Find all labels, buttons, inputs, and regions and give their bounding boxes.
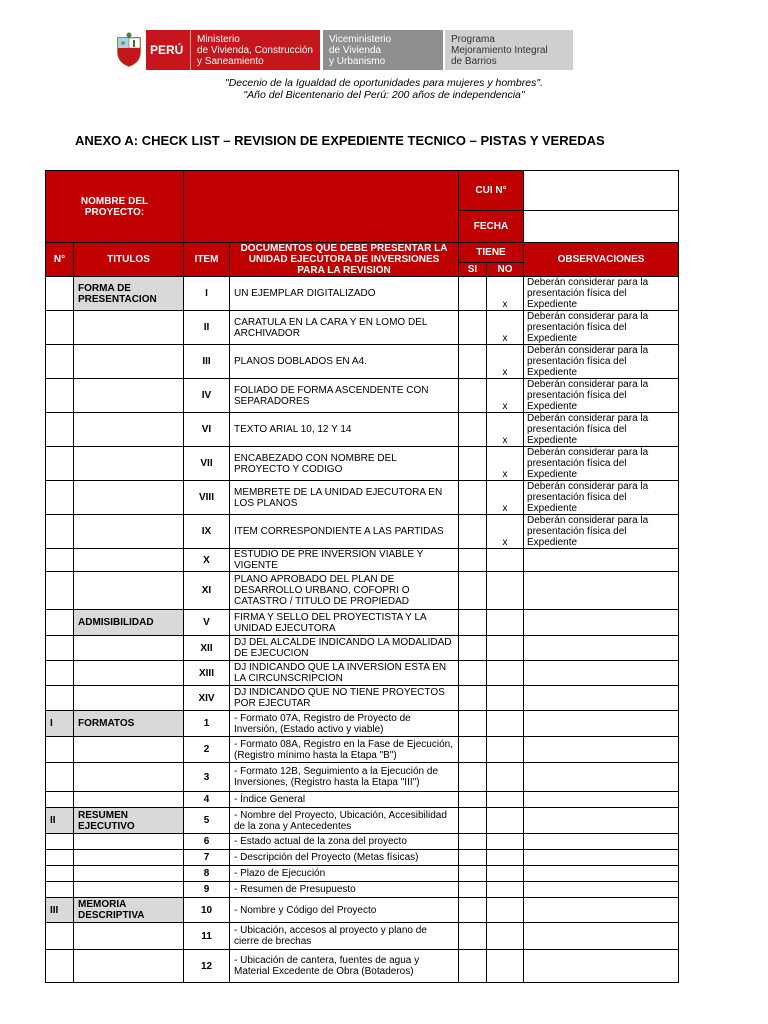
row-number bbox=[46, 572, 74, 610]
row-no-check[interactable]: x bbox=[487, 277, 524, 311]
row-observacion bbox=[524, 711, 679, 737]
row-no-check[interactable]: x bbox=[487, 379, 524, 413]
table-row bbox=[46, 763, 679, 792]
row-titulo bbox=[74, 792, 184, 808]
row-titulo bbox=[74, 950, 184, 983]
row-item: 1 bbox=[184, 711, 230, 737]
table-row bbox=[46, 882, 679, 898]
row-observacion bbox=[524, 610, 679, 636]
row-titulo bbox=[74, 686, 184, 711]
row-number bbox=[46, 636, 74, 661]
row-no-check[interactable] bbox=[487, 572, 524, 610]
row-documento: ENCABEZADO CON NOMBRE DEL PROYECTO Y CODIGO bbox=[230, 447, 459, 481]
row-documento: DJ DEL ALCALDE INDICANDO LA MODALIDAD DE EJECUCION bbox=[230, 636, 459, 661]
row-documento: FOLIADO DE FORMA ASCENDENTE CON SEPARADORES bbox=[230, 379, 459, 413]
row-item: I bbox=[184, 277, 230, 311]
row-item: V bbox=[184, 610, 230, 636]
row-no-check[interactable] bbox=[487, 808, 524, 834]
ministerio-line: Ministerio bbox=[197, 34, 240, 45]
row-si-check[interactable] bbox=[459, 950, 487, 983]
row-item: XIV bbox=[184, 686, 230, 711]
row-number bbox=[46, 345, 74, 379]
row-documento: - Índice General bbox=[230, 792, 459, 808]
row-titulo bbox=[74, 515, 184, 549]
row-no-check[interactable] bbox=[487, 686, 524, 711]
decenio-text bbox=[0, 77, 768, 101]
row-number bbox=[46, 850, 74, 866]
row-number bbox=[46, 311, 74, 345]
row-documento: - Estado actual de la zona del proyecto bbox=[230, 834, 459, 850]
ministerio-line: de Vivienda, Construcción bbox=[197, 45, 313, 56]
row-si-check[interactable] bbox=[459, 808, 487, 834]
row-si-check[interactable] bbox=[459, 481, 487, 515]
table-row bbox=[46, 923, 679, 950]
row-observacion bbox=[524, 950, 679, 983]
row-number bbox=[46, 792, 74, 808]
viceministerio-block bbox=[323, 30, 443, 70]
programa-line: de Barrios bbox=[451, 56, 497, 67]
fecha-value-field[interactable] bbox=[524, 211, 679, 243]
row-no-check[interactable] bbox=[487, 882, 524, 898]
row-si-check[interactable] bbox=[459, 792, 487, 808]
row-no-check[interactable]: x bbox=[487, 413, 524, 447]
row-number bbox=[46, 882, 74, 898]
row-titulo bbox=[74, 882, 184, 898]
table-row bbox=[46, 834, 679, 850]
row-titulo bbox=[74, 413, 184, 447]
row-si-check[interactable] bbox=[459, 923, 487, 950]
row-observacion: Deberán considerar para la presentación física del Expediente bbox=[524, 311, 679, 345]
row-item: XI bbox=[184, 572, 230, 610]
row-si-check[interactable] bbox=[459, 515, 487, 549]
row-si-check[interactable] bbox=[459, 572, 487, 610]
row-titulo bbox=[74, 379, 184, 413]
row-observacion: Deberán considerar para la presentación física del Expediente bbox=[524, 515, 679, 549]
row-item: VI bbox=[184, 413, 230, 447]
row-observacion: Deberán considerar para la presentación física del Expediente bbox=[524, 277, 679, 311]
table-row bbox=[46, 661, 679, 686]
row-si-check[interactable] bbox=[459, 610, 487, 636]
row-number bbox=[46, 834, 74, 850]
row-documento: MEMBRETE DE LA UNIDAD EJECUTORA EN LOS PLANOS bbox=[230, 481, 459, 515]
row-no-check[interactable] bbox=[487, 898, 524, 923]
header-no: NO bbox=[487, 263, 524, 277]
row-number bbox=[46, 515, 74, 549]
row-item: VII bbox=[184, 447, 230, 481]
row-si-check[interactable] bbox=[459, 763, 487, 792]
row-documento: - Nombre del Proyecto, Ubicación, Accesibilidad de la zona y Antecedentes bbox=[230, 808, 459, 834]
row-si-check[interactable] bbox=[459, 447, 487, 481]
peru-coat-of-arms-icon bbox=[112, 30, 146, 70]
row-observacion: Deberán considerar para la presentación física del Expediente bbox=[524, 447, 679, 481]
row-number: I bbox=[46, 711, 74, 737]
row-number: III bbox=[46, 898, 74, 923]
row-observacion bbox=[524, 898, 679, 923]
row-si-check[interactable] bbox=[459, 737, 487, 763]
row-si-check[interactable] bbox=[459, 850, 487, 866]
row-no-check[interactable] bbox=[487, 661, 524, 686]
row-titulo: RESUMEN EJECUTIVO bbox=[74, 808, 184, 834]
header-observaciones: OBSERVACIONES bbox=[524, 243, 679, 277]
row-titulo bbox=[74, 866, 184, 882]
row-si-check[interactable] bbox=[459, 311, 487, 345]
row-number bbox=[46, 549, 74, 572]
row-si-check[interactable] bbox=[459, 277, 487, 311]
row-observacion: Deberán considerar para la presentación física del Expediente bbox=[524, 379, 679, 413]
row-number bbox=[46, 686, 74, 711]
row-documento: CARATULA EN LA CARA Y EN LOMO DEL ARCHIVADOR bbox=[230, 311, 459, 345]
project-name-label bbox=[46, 171, 184, 243]
row-item: 2 bbox=[184, 737, 230, 763]
header-tiene: TIENE bbox=[459, 243, 524, 263]
row-documento: DJ INDICANDO QUE NO TIENE PROYECTOS POR EJECUTAR bbox=[230, 686, 459, 711]
row-documento: ESTUDIO DE PRE INVERSION VIABLE Y VIGENTE bbox=[230, 549, 459, 572]
row-observacion bbox=[524, 792, 679, 808]
row-number bbox=[46, 866, 74, 882]
table-row bbox=[46, 515, 679, 549]
row-item: 8 bbox=[184, 866, 230, 882]
row-observacion: Deberán considerar para la presentación física del Expediente bbox=[524, 345, 679, 379]
row-item: 9 bbox=[184, 882, 230, 898]
row-titulo bbox=[74, 923, 184, 950]
row-observacion bbox=[524, 636, 679, 661]
row-si-check[interactable] bbox=[459, 636, 487, 661]
row-titulo: MEMORIA DESCRIPTIVA bbox=[74, 898, 184, 923]
project-name-label-text: NOMBRE DEL PROYECTO: bbox=[80, 195, 149, 218]
row-number bbox=[46, 447, 74, 481]
decenio-line: "Año del Bicentenario del Perú: 200 años de independencia" bbox=[243, 89, 525, 101]
row-number bbox=[46, 950, 74, 983]
header-si: SI bbox=[459, 263, 487, 277]
checklist-table bbox=[45, 170, 679, 983]
row-no-check[interactable] bbox=[487, 610, 524, 636]
row-item: VIII bbox=[184, 481, 230, 515]
table-row bbox=[46, 277, 679, 311]
row-observacion bbox=[524, 549, 679, 572]
row-observacion: Deberán considerar para la presentación física del Expediente bbox=[524, 481, 679, 515]
table-row bbox=[46, 711, 679, 737]
row-item: IX bbox=[184, 515, 230, 549]
header-banner bbox=[112, 30, 573, 70]
row-item: 6 bbox=[184, 834, 230, 850]
ministerio-line: y Saneamiento bbox=[197, 56, 264, 67]
row-item: X bbox=[184, 549, 230, 572]
table-row bbox=[46, 950, 679, 983]
decenio-line: "Decenio de la Igualdad de oportunidades para mujeres y hombres". bbox=[225, 77, 543, 89]
row-item: 12 bbox=[184, 950, 230, 983]
table-row bbox=[46, 808, 679, 834]
row-item: XIII bbox=[184, 661, 230, 686]
row-no-check[interactable]: x bbox=[487, 447, 524, 481]
row-no-check[interactable]: x bbox=[487, 515, 524, 549]
row-si-check[interactable] bbox=[459, 686, 487, 711]
table-row bbox=[46, 866, 679, 882]
row-titulo bbox=[74, 481, 184, 515]
row-documento: UN EJEMPLAR DIGITALIZADO bbox=[230, 277, 459, 311]
row-documento: FIRMA Y SELLO DEL PROYECTISTA Y LA UNIDAD EJECUTORA bbox=[230, 610, 459, 636]
row-number bbox=[46, 277, 74, 311]
row-documento: - Resumen de Presupuesto bbox=[230, 882, 459, 898]
programa-block bbox=[445, 30, 573, 70]
header-item: ITEM bbox=[184, 243, 230, 277]
table-row bbox=[46, 686, 679, 711]
row-item: 4 bbox=[184, 792, 230, 808]
row-item: II bbox=[184, 311, 230, 345]
row-no-check[interactable] bbox=[487, 834, 524, 850]
row-observacion bbox=[524, 808, 679, 834]
row-documento: PLANOS DOBLADOS EN A4. bbox=[230, 345, 459, 379]
row-titulo: FORMA DE PRESENTACION bbox=[74, 277, 184, 311]
table-row bbox=[46, 447, 679, 481]
project-name-field[interactable] bbox=[184, 171, 459, 243]
table-row bbox=[46, 413, 679, 447]
row-documento: PLANO APROBADO DEL PLAN DE DESARROLLO URBANO, COFOPRI O CATASTRO / TITULO DE PROPIEDAD bbox=[230, 572, 459, 610]
row-item: 5 bbox=[184, 808, 230, 834]
row-si-check[interactable] bbox=[459, 413, 487, 447]
row-observacion: Deberán considerar para la presentación física del Expediente bbox=[524, 413, 679, 447]
table-row bbox=[46, 311, 679, 345]
peru-brand-label: PERÚ bbox=[146, 30, 190, 70]
row-titulo bbox=[74, 636, 184, 661]
row-item: 7 bbox=[184, 850, 230, 866]
table-row bbox=[46, 636, 679, 661]
row-no-check[interactable] bbox=[487, 866, 524, 882]
table-row bbox=[46, 610, 679, 636]
row-observacion bbox=[524, 866, 679, 882]
cui-label: CUI N° bbox=[459, 171, 524, 211]
row-observacion bbox=[524, 572, 679, 610]
row-si-check[interactable] bbox=[459, 661, 487, 686]
viceministerio-line: y Urbanismo bbox=[329, 56, 386, 67]
row-titulo bbox=[74, 549, 184, 572]
table-row bbox=[46, 737, 679, 763]
row-number bbox=[46, 737, 74, 763]
row-no-check[interactable] bbox=[487, 711, 524, 737]
row-no-check[interactable] bbox=[487, 737, 524, 763]
row-si-check[interactable] bbox=[459, 549, 487, 572]
row-titulo bbox=[74, 345, 184, 379]
row-si-check[interactable] bbox=[459, 834, 487, 850]
programa-line: Programa bbox=[451, 34, 495, 45]
row-no-check[interactable] bbox=[487, 549, 524, 572]
row-no-check[interactable]: x bbox=[487, 311, 524, 345]
header-n: N° bbox=[46, 243, 74, 277]
row-documento: ITEM CORRESPONDIENTE A LAS PARTIDAS bbox=[230, 515, 459, 549]
row-item: 11 bbox=[184, 923, 230, 950]
row-titulo bbox=[74, 850, 184, 866]
row-no-check[interactable] bbox=[487, 850, 524, 866]
row-documento: - Ubicación, accesos al proyecto y plano de cierre de brechas bbox=[230, 923, 459, 950]
row-documento: - Formato 12B, Seguimiento a la Ejecución de Inversiones, (Registro hasta la Etapa "III") bbox=[230, 763, 459, 792]
table-row bbox=[46, 898, 679, 923]
table-row bbox=[46, 850, 679, 866]
programa-line: Mejoramiento Integral bbox=[451, 45, 548, 56]
row-number bbox=[46, 481, 74, 515]
row-observacion bbox=[524, 763, 679, 792]
row-number bbox=[46, 763, 74, 792]
row-titulo bbox=[74, 311, 184, 345]
row-documento: - Nombre y Código del Proyecto bbox=[230, 898, 459, 923]
header-titulos: TITULOS bbox=[74, 243, 184, 277]
row-observacion bbox=[524, 686, 679, 711]
row-titulo bbox=[74, 572, 184, 610]
row-titulo: FORMATOS bbox=[74, 711, 184, 737]
annex-title: ANEXO A: CHECK LIST – REVISION DE EXPEDIENTE TECNICO – PISTAS Y VEREDAS bbox=[75, 133, 605, 148]
row-titulo: ADMISIBILIDAD bbox=[74, 610, 184, 636]
row-no-check[interactable]: x bbox=[487, 345, 524, 379]
row-no-check[interactable] bbox=[487, 763, 524, 792]
table-row bbox=[46, 481, 679, 515]
row-number bbox=[46, 379, 74, 413]
row-si-check[interactable] bbox=[459, 898, 487, 923]
row-no-check[interactable] bbox=[487, 792, 524, 808]
row-documento: TEXTO ARIAL 10, 12 Y 14 bbox=[230, 413, 459, 447]
row-documento: - Formato 08A, Registro en la Fase de Ejecución, (Registro mínimo hasta la Etapa "B") bbox=[230, 737, 459, 763]
row-no-check[interactable] bbox=[487, 636, 524, 661]
row-si-check[interactable] bbox=[459, 379, 487, 413]
row-si-check[interactable] bbox=[459, 345, 487, 379]
row-no-check[interactable] bbox=[487, 923, 524, 950]
row-titulo bbox=[74, 447, 184, 481]
row-number bbox=[46, 610, 74, 636]
row-documento: - Plazo de Ejecución bbox=[230, 866, 459, 882]
table-row bbox=[46, 792, 679, 808]
ministerio-block bbox=[190, 30, 320, 70]
header-documentos: DOCUMENTOS QUE DEBE PRESENTAR LA UNIDAD EJECUTORA DE INVERSIONES PARA LA REVISION bbox=[230, 243, 459, 277]
fecha-label: FECHA bbox=[459, 211, 524, 243]
row-titulo bbox=[74, 834, 184, 850]
row-number bbox=[46, 923, 74, 950]
row-item: XII bbox=[184, 636, 230, 661]
row-item: III bbox=[184, 345, 230, 379]
row-documento: - Ubicación de cantera, fuentes de agua y Material Excedente de Obra (Botaderos) bbox=[230, 950, 459, 983]
row-observacion bbox=[524, 882, 679, 898]
row-number: II bbox=[46, 808, 74, 834]
row-no-check[interactable]: x bbox=[487, 481, 524, 515]
row-titulo bbox=[74, 763, 184, 792]
row-number bbox=[46, 413, 74, 447]
row-no-check[interactable] bbox=[487, 950, 524, 983]
row-documento: - Descripción del Proyecto (Metas físicas) bbox=[230, 850, 459, 866]
cui-value-field[interactable] bbox=[524, 171, 679, 211]
row-number bbox=[46, 661, 74, 686]
row-observacion bbox=[524, 737, 679, 763]
table-row bbox=[46, 549, 679, 572]
row-observacion bbox=[524, 661, 679, 686]
row-observacion bbox=[524, 923, 679, 950]
row-observacion bbox=[524, 850, 679, 866]
row-titulo bbox=[74, 737, 184, 763]
row-observacion bbox=[524, 834, 679, 850]
row-item: 10 bbox=[184, 898, 230, 923]
row-si-check[interactable] bbox=[459, 866, 487, 882]
table-row bbox=[46, 572, 679, 610]
row-documento: - Formato 07A, Registro de Proyecto de Inversión, (Estado activo y viable) bbox=[230, 711, 459, 737]
row-documento: DJ INDICANDO QUE LA INVERSION ESTA EN LA CIRCUNSCRIPCION bbox=[230, 661, 459, 686]
viceministerio-line: de Vivienda bbox=[329, 45, 382, 56]
row-titulo bbox=[74, 661, 184, 686]
row-si-check[interactable] bbox=[459, 711, 487, 737]
row-item: IV bbox=[184, 379, 230, 413]
table-row bbox=[46, 379, 679, 413]
row-si-check[interactable] bbox=[459, 882, 487, 898]
table-row bbox=[46, 345, 679, 379]
viceministerio-line: Viceministerio bbox=[329, 34, 392, 45]
row-item: 3 bbox=[184, 763, 230, 792]
